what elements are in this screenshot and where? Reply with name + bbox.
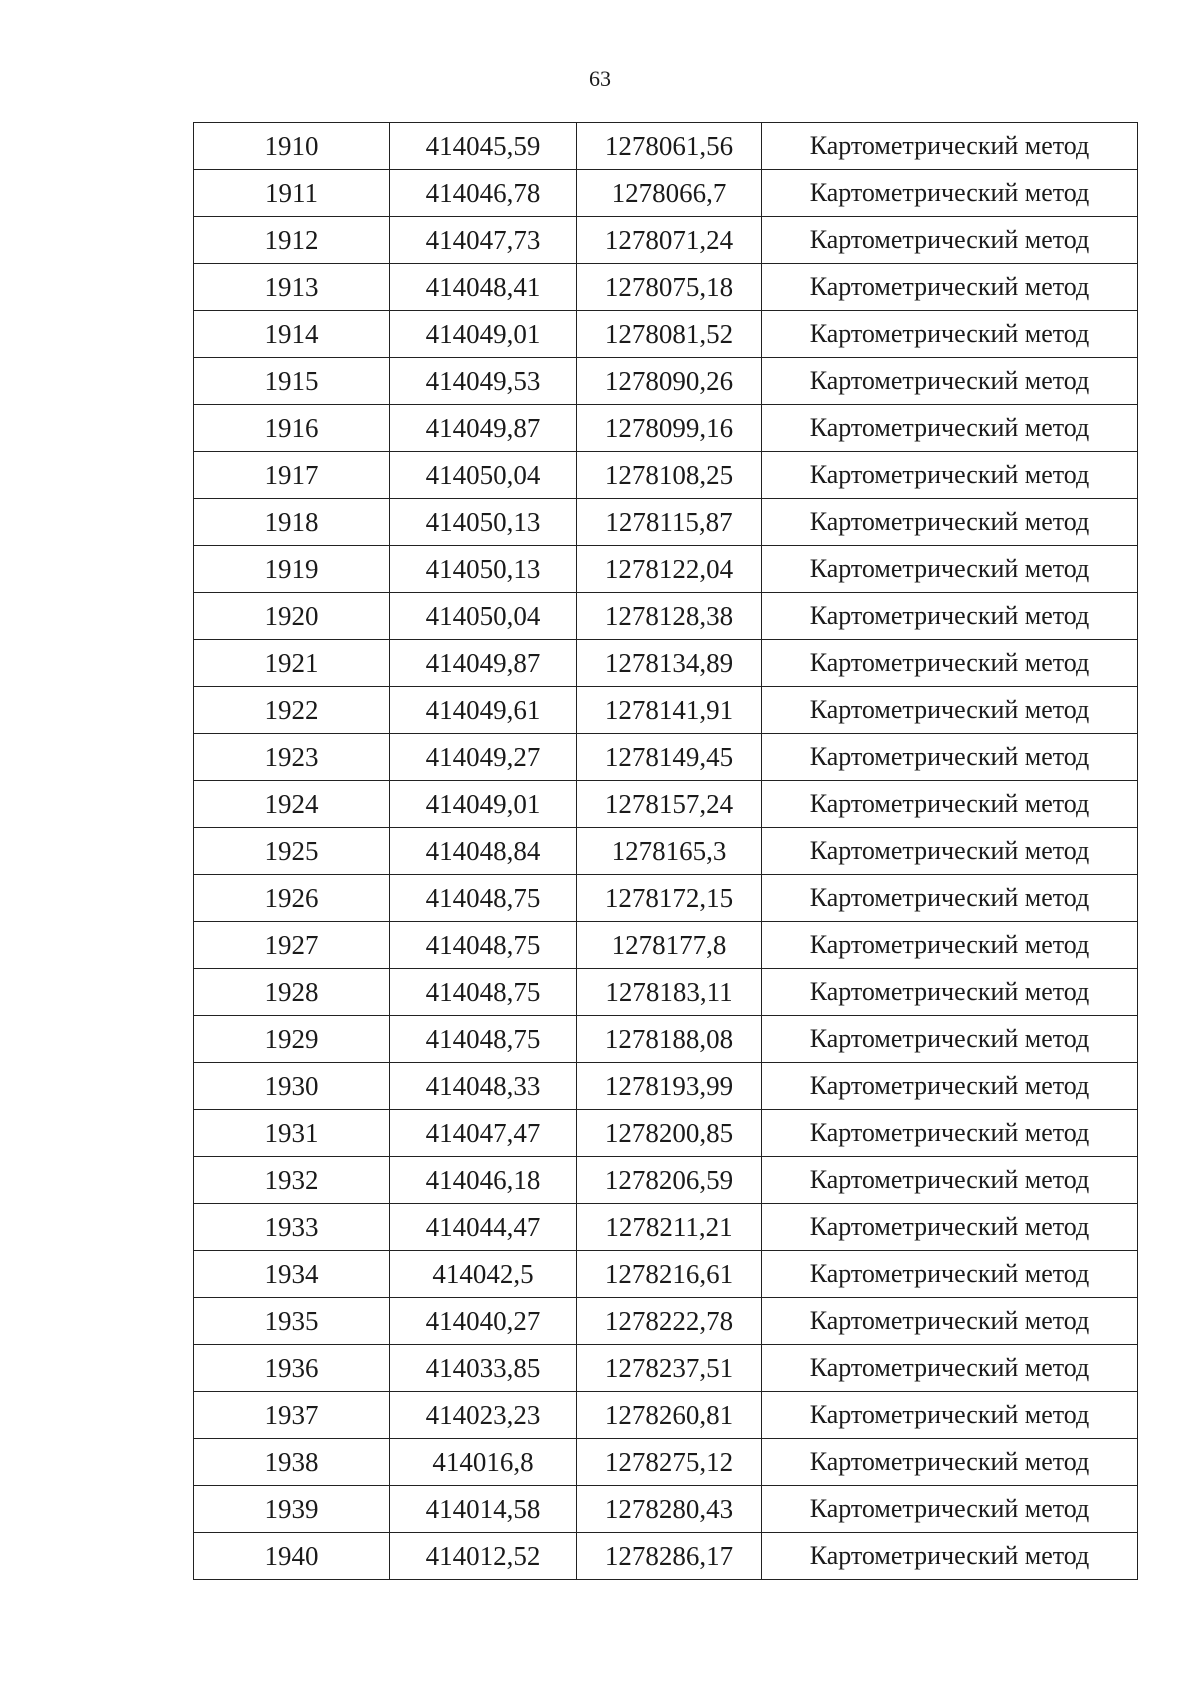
table-row xyxy=(194,264,1138,311)
method-cell: Картометрический метод xyxy=(762,358,1138,405)
point-number-cell: 1922 xyxy=(194,687,390,734)
point-number-cell: 1936 xyxy=(194,1345,390,1392)
table-row xyxy=(194,1298,1138,1345)
x-coordinate-cell: 414012,52 xyxy=(390,1533,577,1580)
table-row xyxy=(194,358,1138,405)
method-cell: Картометрический метод xyxy=(762,1063,1138,1110)
point-number-cell: 1921 xyxy=(194,640,390,687)
method-cell: Картометрический метод xyxy=(762,1392,1138,1439)
point-number-cell: 1929 xyxy=(194,1016,390,1063)
table-body xyxy=(194,123,1138,1580)
point-number-cell: 1939 xyxy=(194,1486,390,1533)
x-coordinate-cell: 414044,47 xyxy=(390,1204,577,1251)
table-row xyxy=(194,452,1138,499)
y-coordinate-cell: 1278177,8 xyxy=(577,922,762,969)
table-row xyxy=(194,1063,1138,1110)
table-row xyxy=(194,405,1138,452)
point-number-cell: 1920 xyxy=(194,593,390,640)
table-row xyxy=(194,1251,1138,1298)
y-coordinate-cell: 1278193,99 xyxy=(577,1063,762,1110)
method-cell: Картометрический метод xyxy=(762,499,1138,546)
table-row xyxy=(194,1486,1138,1533)
y-coordinate-cell: 1278071,24 xyxy=(577,217,762,264)
x-coordinate-cell: 414049,53 xyxy=(390,358,577,405)
x-coordinate-cell: 414040,27 xyxy=(390,1298,577,1345)
table-row xyxy=(194,1016,1138,1063)
method-cell: Картометрический метод xyxy=(762,452,1138,499)
table-row xyxy=(194,734,1138,781)
x-coordinate-cell: 414050,13 xyxy=(390,546,577,593)
y-coordinate-cell: 1278141,91 xyxy=(577,687,762,734)
point-number-cell: 1925 xyxy=(194,828,390,875)
x-coordinate-cell: 414047,47 xyxy=(390,1110,577,1157)
method-cell: Картометрический метод xyxy=(762,1533,1138,1580)
coordinates-table xyxy=(193,122,1138,1580)
method-cell: Картометрический метод xyxy=(762,734,1138,781)
point-number-cell: 1924 xyxy=(194,781,390,828)
method-cell: Картометрический метод xyxy=(762,875,1138,922)
y-coordinate-cell: 1278075,18 xyxy=(577,264,762,311)
point-number-cell: 1937 xyxy=(194,1392,390,1439)
x-coordinate-cell: 414049,27 xyxy=(390,734,577,781)
y-coordinate-cell: 1278222,78 xyxy=(577,1298,762,1345)
method-cell: Картометрический метод xyxy=(762,922,1138,969)
x-coordinate-cell: 414048,84 xyxy=(390,828,577,875)
point-number-cell: 1915 xyxy=(194,358,390,405)
method-cell: Картометрический метод xyxy=(762,170,1138,217)
y-coordinate-cell: 1278165,3 xyxy=(577,828,762,875)
point-number-cell: 1927 xyxy=(194,922,390,969)
x-coordinate-cell: 414046,78 xyxy=(390,170,577,217)
table-row xyxy=(194,828,1138,875)
table-row xyxy=(194,687,1138,734)
table-row xyxy=(194,1392,1138,1439)
x-coordinate-cell: 414050,04 xyxy=(390,452,577,499)
method-cell: Картометрический метод xyxy=(762,687,1138,734)
y-coordinate-cell: 1278081,52 xyxy=(577,311,762,358)
x-coordinate-cell: 414048,75 xyxy=(390,875,577,922)
table-row xyxy=(194,969,1138,1016)
table-row xyxy=(194,170,1138,217)
y-coordinate-cell: 1278275,12 xyxy=(577,1439,762,1486)
table-row xyxy=(194,593,1138,640)
method-cell: Картометрический метод xyxy=(762,1298,1138,1345)
x-coordinate-cell: 414050,13 xyxy=(390,499,577,546)
method-cell: Картометрический метод xyxy=(762,1439,1138,1486)
x-coordinate-cell: 414048,75 xyxy=(390,1016,577,1063)
x-coordinate-cell: 414046,18 xyxy=(390,1157,577,1204)
y-coordinate-cell: 1278066,7 xyxy=(577,170,762,217)
method-cell: Картометрический метод xyxy=(762,546,1138,593)
x-coordinate-cell: 414016,8 xyxy=(390,1439,577,1486)
point-number-cell: 1912 xyxy=(194,217,390,264)
table-row xyxy=(194,217,1138,264)
x-coordinate-cell: 414049,01 xyxy=(390,781,577,828)
method-cell: Картометрический метод xyxy=(762,123,1138,170)
method-cell: Картометрический метод xyxy=(762,405,1138,452)
x-coordinate-cell: 414047,73 xyxy=(390,217,577,264)
point-number-cell: 1928 xyxy=(194,969,390,1016)
method-cell: Картометрический метод xyxy=(762,781,1138,828)
y-coordinate-cell: 1278108,25 xyxy=(577,452,762,499)
method-cell: Картометрический метод xyxy=(762,1016,1138,1063)
table-row xyxy=(194,1110,1138,1157)
x-coordinate-cell: 414049,87 xyxy=(390,405,577,452)
table-row xyxy=(194,781,1138,828)
point-number-cell: 1933 xyxy=(194,1204,390,1251)
method-cell: Картометрический метод xyxy=(762,1251,1138,1298)
method-cell: Картометрический метод xyxy=(762,640,1138,687)
point-number-cell: 1930 xyxy=(194,1063,390,1110)
x-coordinate-cell: 414050,04 xyxy=(390,593,577,640)
y-coordinate-cell: 1278260,81 xyxy=(577,1392,762,1439)
method-cell: Картометрический метод xyxy=(762,828,1138,875)
y-coordinate-cell: 1278237,51 xyxy=(577,1345,762,1392)
table-row xyxy=(194,875,1138,922)
table-row xyxy=(194,1533,1138,1580)
point-number-cell: 1910 xyxy=(194,123,390,170)
table-row xyxy=(194,123,1138,170)
y-coordinate-cell: 1278122,04 xyxy=(577,546,762,593)
point-number-cell: 1923 xyxy=(194,734,390,781)
method-cell: Картометрический метод xyxy=(762,1204,1138,1251)
point-number-cell: 1913 xyxy=(194,264,390,311)
method-cell: Картометрический метод xyxy=(762,1345,1138,1392)
x-coordinate-cell: 414033,85 xyxy=(390,1345,577,1392)
x-coordinate-cell: 414048,75 xyxy=(390,969,577,1016)
y-coordinate-cell: 1278099,16 xyxy=(577,405,762,452)
x-coordinate-cell: 414048,33 xyxy=(390,1063,577,1110)
y-coordinate-cell: 1278211,21 xyxy=(577,1204,762,1251)
table-row xyxy=(194,1157,1138,1204)
page-number: 63 xyxy=(589,66,611,91)
y-coordinate-cell: 1278286,17 xyxy=(577,1533,762,1580)
x-coordinate-cell: 414045,59 xyxy=(390,123,577,170)
method-cell: Картометрический метод xyxy=(762,1110,1138,1157)
point-number-cell: 1918 xyxy=(194,499,390,546)
method-cell: Картометрический метод xyxy=(762,1486,1138,1533)
x-coordinate-cell: 414049,61 xyxy=(390,687,577,734)
point-number-cell: 1917 xyxy=(194,452,390,499)
method-cell: Картометрический метод xyxy=(762,311,1138,358)
y-coordinate-cell: 1278188,08 xyxy=(577,1016,762,1063)
x-coordinate-cell: 414014,58 xyxy=(390,1486,577,1533)
table-row xyxy=(194,1204,1138,1251)
y-coordinate-cell: 1278061,56 xyxy=(577,123,762,170)
point-number-cell: 1935 xyxy=(194,1298,390,1345)
y-coordinate-cell: 1278216,61 xyxy=(577,1251,762,1298)
table-row xyxy=(194,922,1138,969)
point-number-cell: 1938 xyxy=(194,1439,390,1486)
x-coordinate-cell: 414048,41 xyxy=(390,264,577,311)
y-coordinate-cell: 1278200,85 xyxy=(577,1110,762,1157)
x-coordinate-cell: 414049,01 xyxy=(390,311,577,358)
table-row xyxy=(194,311,1138,358)
method-cell: Картометрический метод xyxy=(762,217,1138,264)
point-number-cell: 1916 xyxy=(194,405,390,452)
point-number-cell: 1911 xyxy=(194,170,390,217)
y-coordinate-cell: 1278183,11 xyxy=(577,969,762,1016)
method-cell: Картометрический метод xyxy=(762,264,1138,311)
table-row xyxy=(194,499,1138,546)
point-number-cell: 1940 xyxy=(194,1533,390,1580)
table-row xyxy=(194,1439,1138,1486)
y-coordinate-cell: 1278206,59 xyxy=(577,1157,762,1204)
x-coordinate-cell: 414048,75 xyxy=(390,922,577,969)
point-number-cell: 1934 xyxy=(194,1251,390,1298)
table-row xyxy=(194,546,1138,593)
point-number-cell: 1919 xyxy=(194,546,390,593)
y-coordinate-cell: 1278172,15 xyxy=(577,875,762,922)
table-row xyxy=(194,1345,1138,1392)
point-number-cell: 1931 xyxy=(194,1110,390,1157)
method-cell: Картометрический метод xyxy=(762,1157,1138,1204)
y-coordinate-cell: 1278280,43 xyxy=(577,1486,762,1533)
point-number-cell: 1926 xyxy=(194,875,390,922)
table-row xyxy=(194,640,1138,687)
y-coordinate-cell: 1278149,45 xyxy=(577,734,762,781)
y-coordinate-cell: 1278115,87 xyxy=(577,499,762,546)
y-coordinate-cell: 1278157,24 xyxy=(577,781,762,828)
x-coordinate-cell: 414042,5 xyxy=(390,1251,577,1298)
point-number-cell: 1914 xyxy=(194,311,390,358)
method-cell: Картометрический метод xyxy=(762,969,1138,1016)
x-coordinate-cell: 414023,23 xyxy=(390,1392,577,1439)
point-number-cell: 1932 xyxy=(194,1157,390,1204)
y-coordinate-cell: 1278134,89 xyxy=(577,640,762,687)
y-coordinate-cell: 1278128,38 xyxy=(577,593,762,640)
x-coordinate-cell: 414049,87 xyxy=(390,640,577,687)
method-cell: Картометрический метод xyxy=(762,593,1138,640)
y-coordinate-cell: 1278090,26 xyxy=(577,358,762,405)
